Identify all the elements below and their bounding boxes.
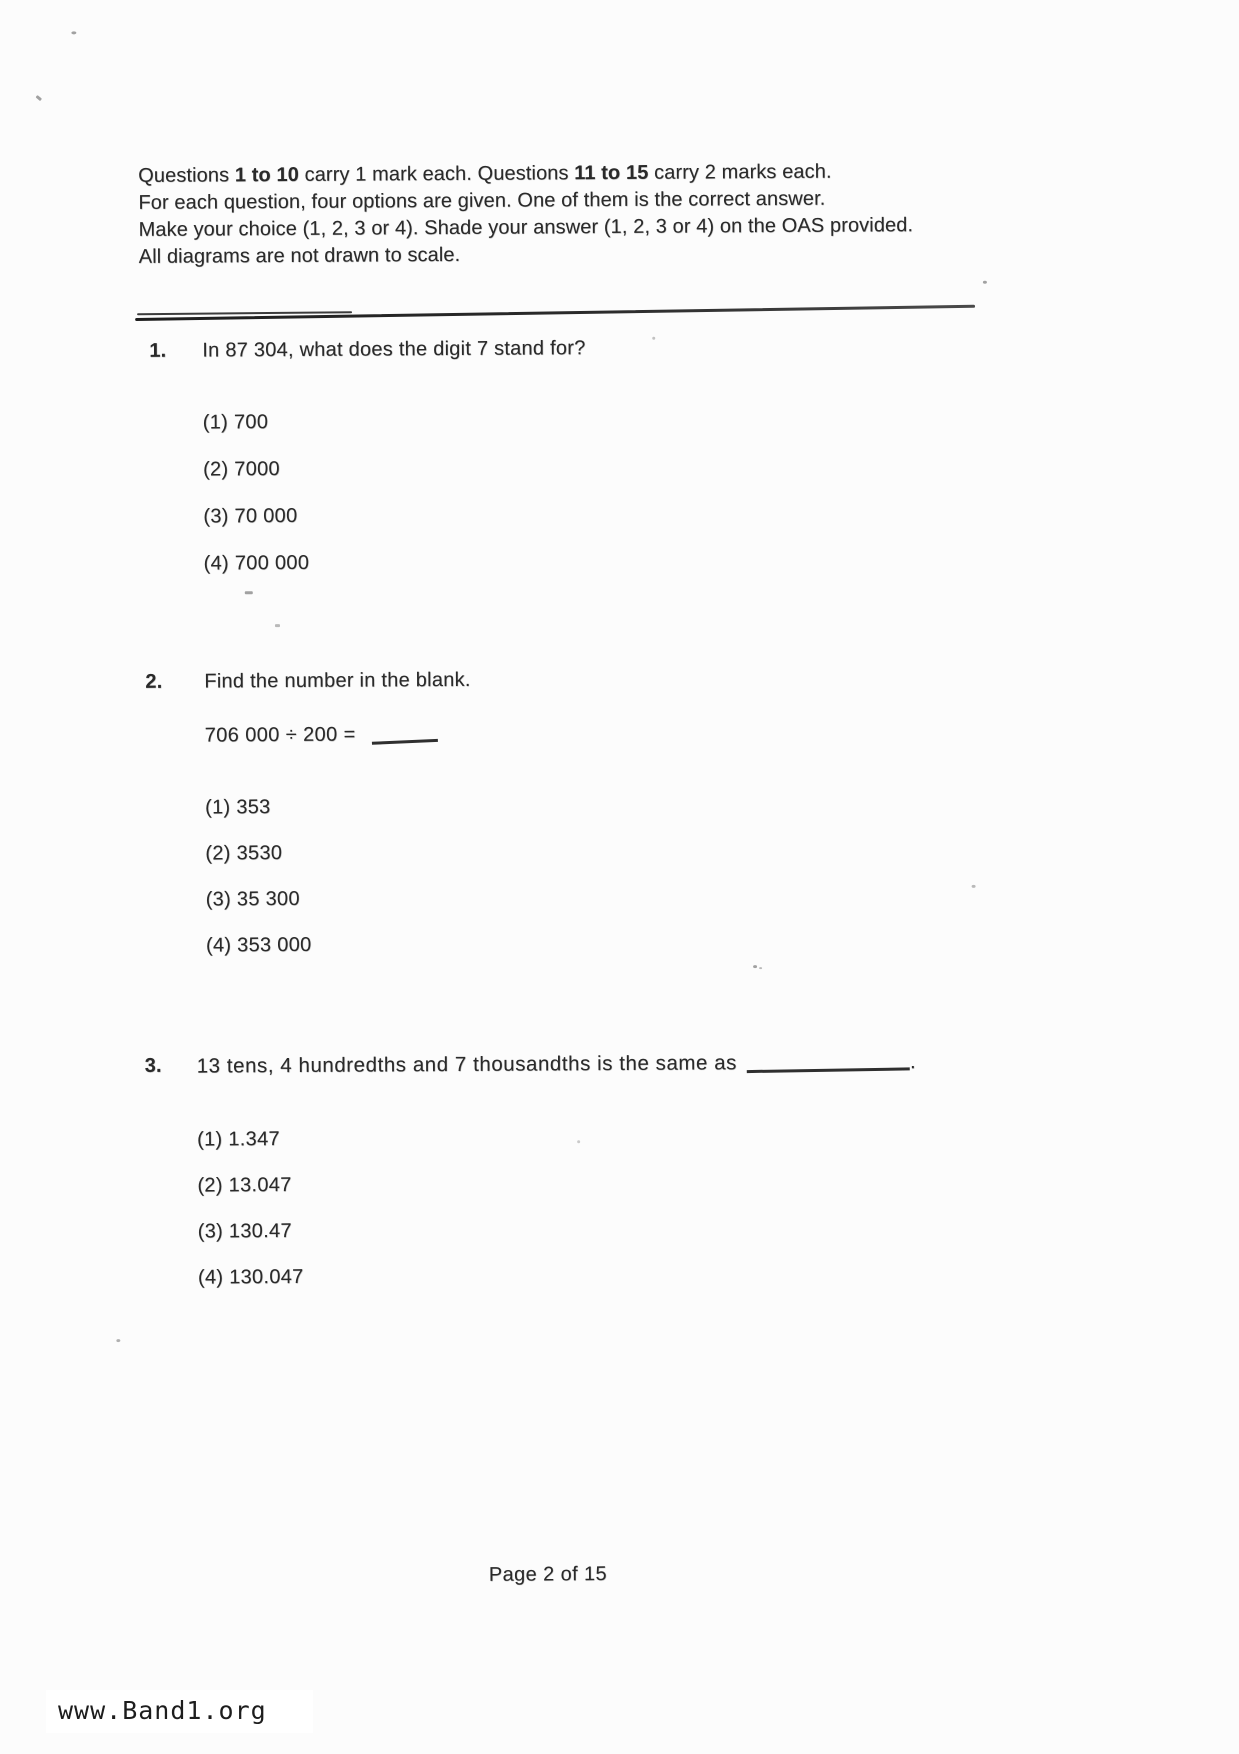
question-expression — [205, 723, 438, 747]
instruction-line-2: For each question, four options are given. One of them is the correct answer. — [138, 187, 826, 214]
instruction-text: Questions — [138, 164, 235, 187]
option-item: (3) 35 300 — [205, 887, 300, 911]
instruction-text-bold: 11 to 15 — [574, 161, 649, 185]
answer-blank — [371, 728, 438, 745]
expression-text: 706 000 ÷ 200 = — [204, 723, 356, 747]
scan-speck — [577, 1140, 580, 1143]
scan-speck — [71, 31, 76, 34]
scan-speck — [652, 337, 655, 340]
instruction-text-bold: 1 to 10 — [234, 163, 299, 187]
option-item: (4) 130.047 — [197, 1265, 304, 1289]
instruction-line-4: All diagrams are not drawn to scale. — [138, 243, 461, 268]
instruction-text: carry 2 marks each. — [648, 160, 832, 184]
question-text-body: 13 tens, 4 hundredths and 7 thousandths is the same as — [196, 1051, 738, 1078]
scan-speck — [245, 591, 253, 594]
question-text — [197, 1050, 917, 1078]
option-item: (3) 70 000 — [203, 504, 298, 528]
option-item: (4) 353 000 — [205, 933, 312, 957]
question-number: 3. — [144, 1054, 162, 1077]
question-number: 1. — [149, 339, 167, 362]
option-item: (3) 130.47 — [197, 1220, 292, 1243]
question-text: In 87 304, what does the digit 7 stand for? — [202, 337, 586, 362]
option-item: (1) 353 — [205, 796, 271, 819]
section-divider — [135, 305, 975, 321]
option-item: (2) 3530 — [205, 842, 283, 865]
option-item: (2) 7000 — [202, 458, 281, 481]
page-number: Page 2 of 15 — [488, 1563, 608, 1586]
option-item: (1) 1.347 — [197, 1128, 280, 1151]
scan-speck — [753, 965, 757, 968]
option-item: (1) 700 — [202, 411, 269, 434]
instruction-text: carry 1 mark each. Questions — [298, 162, 575, 186]
option-item: (4) 700 000 — [203, 551, 310, 575]
question-text: Find the number in the blank. — [204, 668, 471, 693]
scan-speck — [759, 967, 762, 969]
option-item: (2) 13.047 — [197, 1174, 292, 1197]
options-list — [197, 1128, 304, 1313]
scan-speck — [983, 281, 987, 284]
question-number: 2. — [145, 670, 163, 693]
scan-speck — [35, 95, 42, 101]
answer-blank — [747, 1056, 910, 1073]
scan-speck — [275, 624, 280, 627]
scan-speck — [972, 885, 976, 888]
question-text-suffix: . — [909, 1050, 917, 1074]
scan-speck — [116, 1339, 120, 1342]
watermark: www.Band1.org — [46, 1690, 313, 1733]
instruction-line-3: Make your choice (1, 2, 3 or 4). Shade your answer (1, 2, 3 or 4) on the OAS provided. — [138, 214, 914, 241]
options-list — [203, 411, 310, 600]
instructions-block — [138, 158, 1019, 271]
options-list — [205, 796, 312, 981]
